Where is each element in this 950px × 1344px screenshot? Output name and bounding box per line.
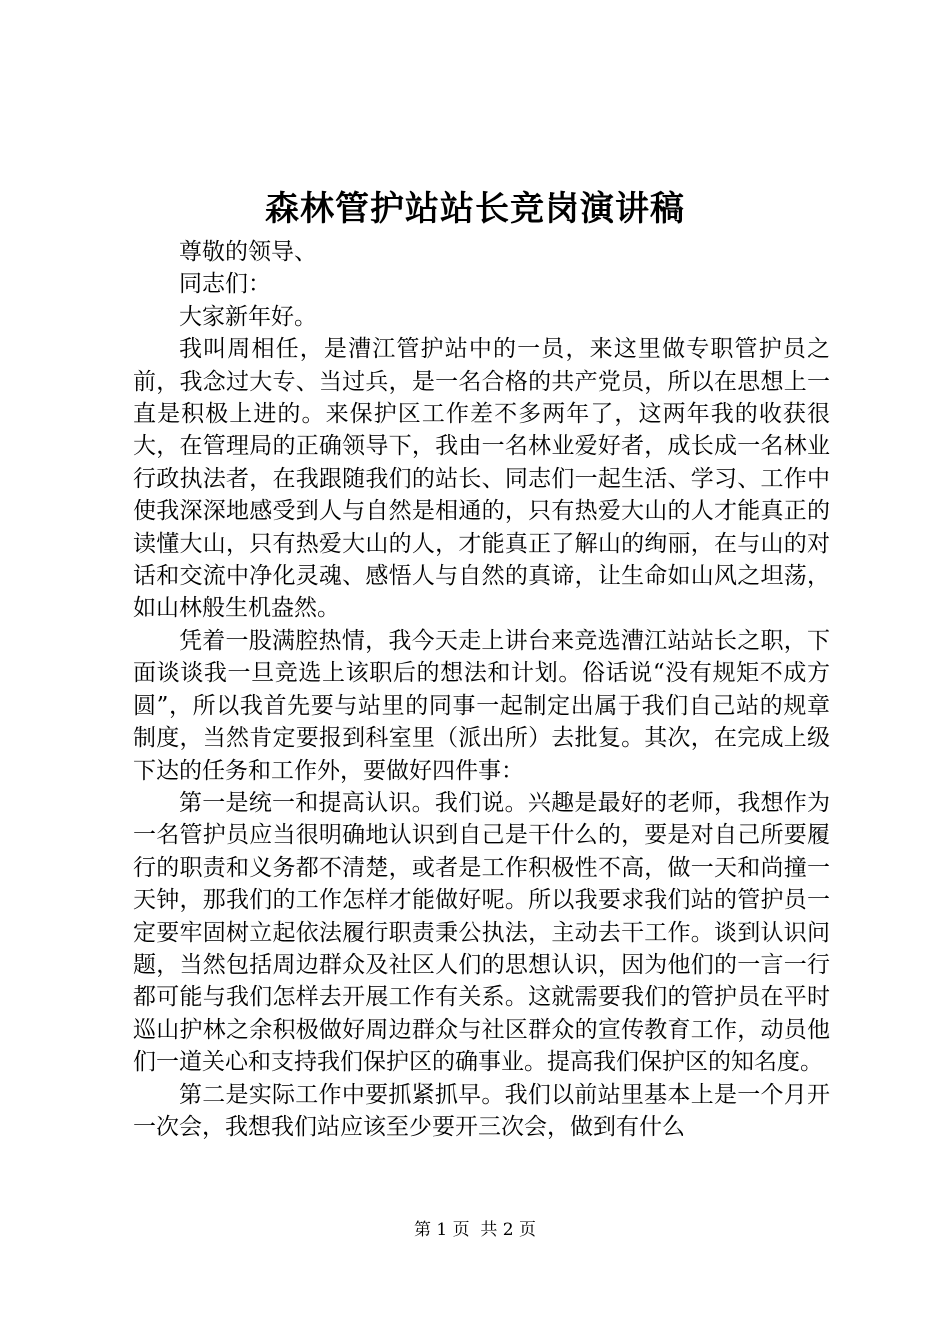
page-number: 第 1 页 共 2 页 xyxy=(413,1220,537,1240)
greeting-line: 大家新年好。 xyxy=(179,303,317,330)
paragraph-second-point: 第二是实际工作中要抓紧抓早。我们以前站里基本上是一个月开一次会，我想我们站应该至少要开三次会，做到有什么 xyxy=(133,1081,830,1140)
paragraph-first-point: 第一是统一和提高认识。我们说。兴趣是最好的老师，我想作为一名管护员应当很明确地认识到自己是干什么的，要是对自己所要履行的职责和义务都不清楚，或者是工作积极性不高，做一天和尚撞一天钟，那我们的工作怎样才能做好呢。所以我要求我们站的管护员一定要牢固树立起依法履行职责秉公执法，主动去干工作。谈到认识问题，当然包括周边群众及社区人们的思想认识，因为他们的一言一行都可能与我们怎样去开展工作有关系。这就需要我们的管护员在平时巡山护林之余积极做好周边群众与社区群众的宣传教育工作，动员他们一道关心和支持我们保护区的确事业。提高我们保护区的知名度。 xyxy=(133,789,830,1076)
document-body xyxy=(133,236,830,1143)
salutation-line-1: 尊敬的领导、 xyxy=(179,239,317,265)
document-title: 森林管护站站长竞岗演讲稿 xyxy=(265,189,685,229)
salutation-line-2: 同志们： xyxy=(179,271,271,298)
page-footer xyxy=(0,1218,950,1242)
paragraph-plan: 凭着一股满腔热情，我今天走上讲台来竞选漕江站站长之职，下面谈谈我一旦竞选上该职后的想法和计划。俗话说“没有规矩不成方圆”，所以我首先要与站里的同事一起制定出属于我们自己站的规章制度，当然肯定要报到科室里（派出所）去批复。其次，在完成上级下达的任务和工作外，要做好四件事： xyxy=(133,627,830,784)
paragraph-introduction: 我叫周相任，是漕江管护站中的一员，来这里做专职管护员之前，我念过大专、当过兵，是一名合格的共产党员，所以在思想上一直是积极上进的。来保护区工作差不多两年了，这两年我的收获很大，在管理局的正确领导下，我由一名林业爱好者，成长成一名林业行政执法者，在我跟随我们的站长、同志们一起生活、学习、工作中使我深深地感受到人与自然是相通的，只有热爱大山的人才能真正的读懂大山，只有热爱大山的人，才能真正了解山的绚丽，在与山的对话和交流中净化灵魂、感悟人与自然的真谛，让生命如山风之坦荡，如山林般生机盎然。 xyxy=(133,336,830,622)
